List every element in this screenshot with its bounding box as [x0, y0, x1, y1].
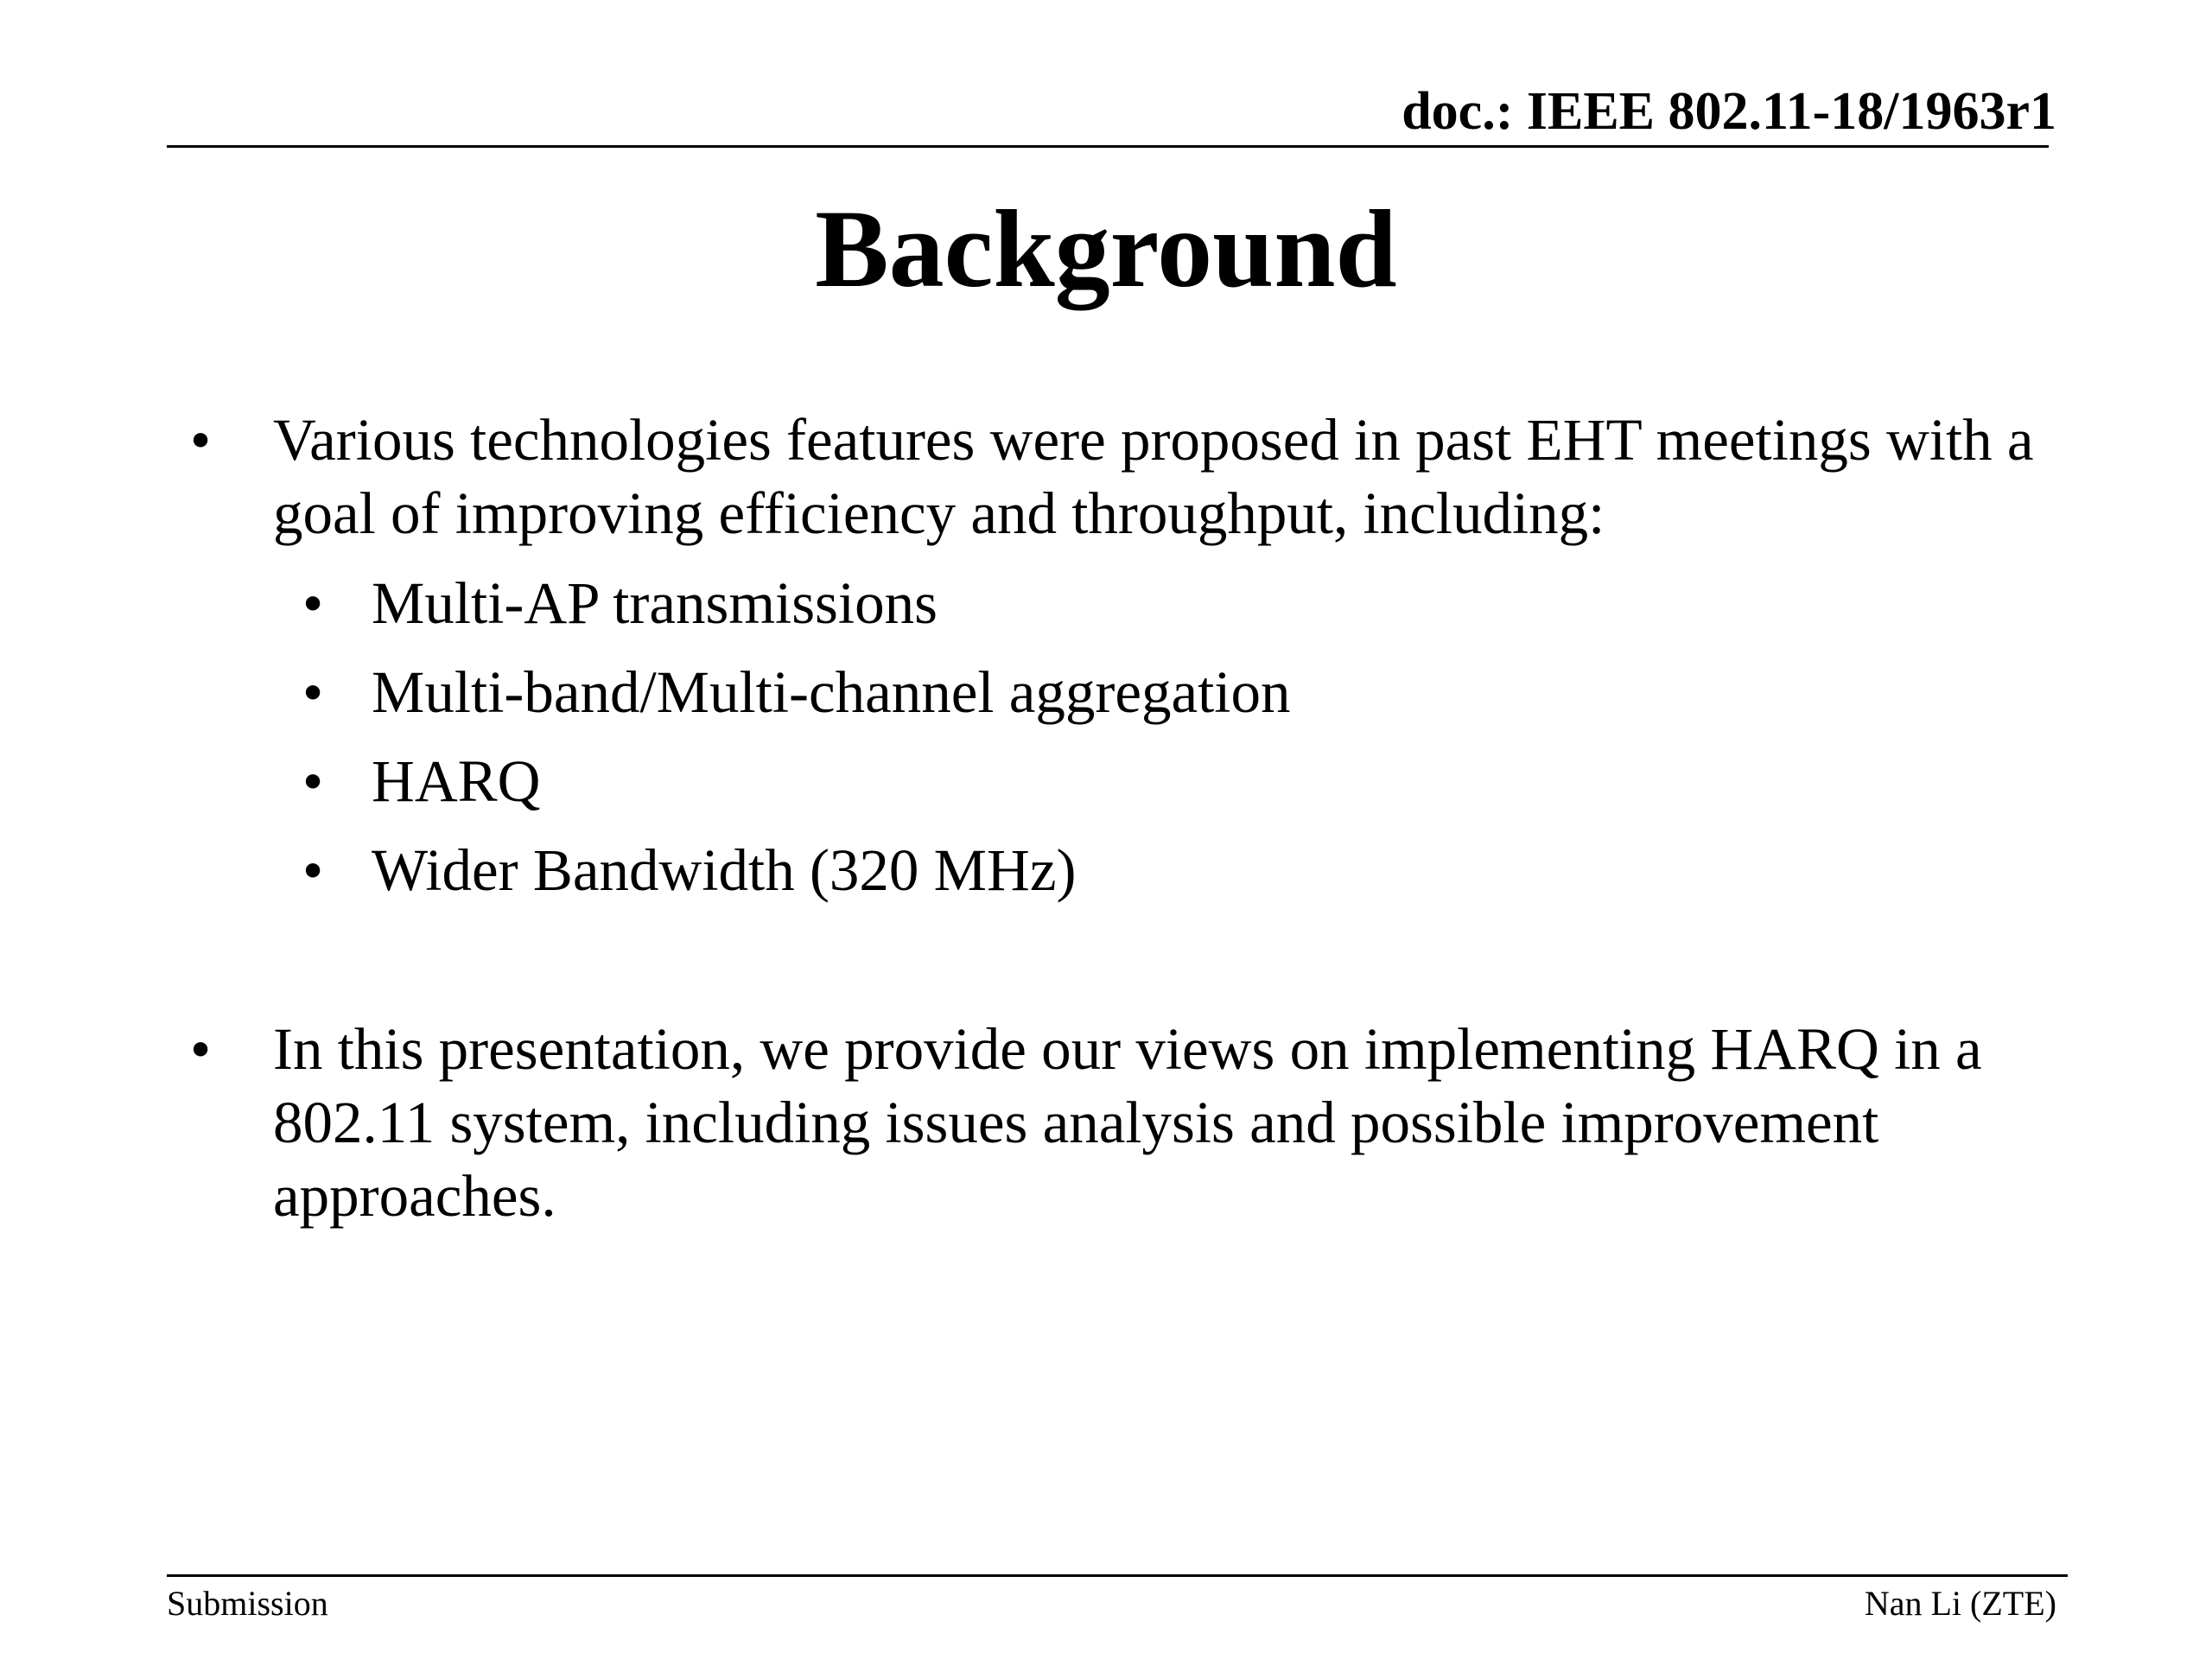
sub-bullet-marker: •	[302, 659, 324, 725]
footer-submission-label: Submission	[167, 1584, 328, 1623]
slide-title: Background	[815, 188, 1397, 310]
sub-bullet-marker: •	[302, 570, 324, 636]
sub-bullet-item: Wider Bandwidth (320 MHz)	[372, 837, 1077, 903]
document-id: doc.: IEEE 802.11-18/1963r1	[1402, 82, 2056, 141]
bullet-marker: •	[190, 407, 212, 473]
footer-divider	[167, 1574, 2068, 1577]
sub-bullet-marker: •	[302, 837, 324, 903]
sub-bullet-item: Multi-band/Multi-channel aggregation	[372, 659, 1291, 725]
sub-bullet-item: HARQ	[372, 748, 541, 814]
bullet-marker: •	[190, 1016, 212, 1082]
bullet-item: Various technologies features were proposed in past EHT meetings with a goal of improving efficiency and throughput, including:	[273, 407, 2034, 546]
sub-bullet-marker: •	[302, 748, 324, 814]
sub-bullet-item: Multi-AP transmissions	[372, 570, 938, 636]
header-divider	[167, 145, 2049, 148]
footer-author: Nan Li (ZTE)	[1864, 1584, 2056, 1623]
bullet-item: In this presentation, we provide our views on implementing HARQ in a 802.11 system, including issues analysis and possible improvement approaches.	[273, 1016, 1982, 1229]
